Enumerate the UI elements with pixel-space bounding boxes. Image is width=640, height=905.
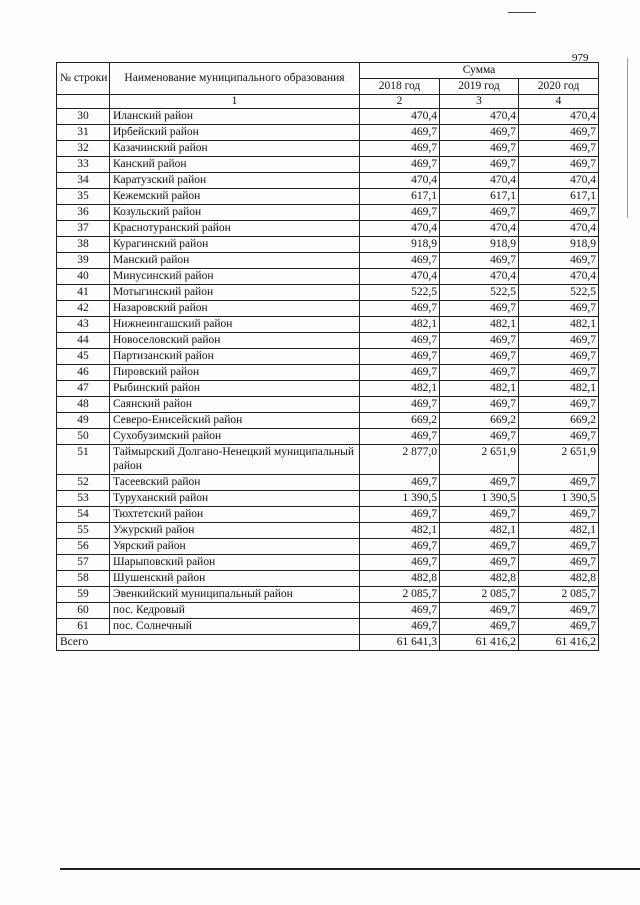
table-row	[57, 189, 599, 205]
header-year-2018: 2018 год	[360, 79, 440, 95]
value-2019: 918,9	[440, 237, 519, 253]
table-row	[57, 523, 599, 539]
row-number: 60	[57, 603, 110, 619]
column-number: 3	[440, 95, 519, 109]
value-2019: 2 651,9	[440, 445, 519, 475]
value-2020: 470,4	[519, 269, 599, 285]
value-2018: 482,1	[360, 381, 440, 397]
value-2019: 470,4	[440, 221, 519, 237]
municipality-name: Шарыповский район	[110, 555, 360, 571]
value-2020: 469,7	[519, 507, 599, 523]
value-2018: 482,1	[360, 523, 440, 539]
value-2019: 470,4	[440, 109, 519, 125]
municipality-name: пос. Солнечный	[110, 619, 360, 635]
value-2018: 470,4	[360, 109, 440, 125]
value-2020: 470,4	[519, 173, 599, 189]
municipality-name: Минусинский район	[110, 269, 360, 285]
value-2020: 482,1	[519, 381, 599, 397]
value-2020: 469,7	[519, 301, 599, 317]
row-number: 45	[57, 349, 110, 365]
table-row	[57, 253, 599, 269]
value-2018: 469,7	[360, 125, 440, 141]
value-2019: 469,7	[440, 125, 519, 141]
value-2019: 469,7	[440, 429, 519, 445]
row-number: 40	[57, 269, 110, 285]
value-2018: 469,7	[360, 619, 440, 635]
value-2019: 470,4	[440, 269, 519, 285]
table-row	[57, 125, 599, 141]
table-row	[57, 173, 599, 189]
municipality-name: Партизанский район	[110, 349, 360, 365]
row-number: 56	[57, 539, 110, 555]
table-row	[57, 445, 599, 475]
municipality-name: Рыбинский район	[110, 381, 360, 397]
value-2019: 2 085,7	[440, 587, 519, 603]
municipality-name: Козульский район	[110, 205, 360, 221]
table-body	[57, 109, 599, 635]
value-2019: 1 390,5	[440, 491, 519, 507]
value-2019: 469,7	[440, 365, 519, 381]
table-row	[57, 587, 599, 603]
row-number: 30	[57, 109, 110, 125]
value-2018: 469,7	[360, 555, 440, 571]
municipality-name: Тюхтетский район	[110, 507, 360, 523]
total-label: Всего	[57, 635, 360, 651]
value-2018: 469,7	[360, 333, 440, 349]
total-2019: 61 416,2	[440, 635, 519, 651]
value-2018: 918,9	[360, 237, 440, 253]
row-number: 38	[57, 237, 110, 253]
value-2020: 469,7	[519, 333, 599, 349]
table-row	[57, 475, 599, 491]
value-2020: 469,7	[519, 603, 599, 619]
budget-table	[56, 62, 599, 651]
value-2020: 470,4	[519, 109, 599, 125]
value-2019: 482,1	[440, 381, 519, 397]
row-number: 54	[57, 507, 110, 523]
value-2018: 469,7	[360, 397, 440, 413]
row-number: 41	[57, 285, 110, 301]
value-2020: 469,7	[519, 475, 599, 491]
table-row	[57, 397, 599, 413]
row-number: 32	[57, 141, 110, 157]
header-sum: Сумма	[360, 63, 599, 79]
value-2018: 469,7	[360, 141, 440, 157]
municipality-name: Ужурский район	[110, 523, 360, 539]
row-number: 44	[57, 333, 110, 349]
municipality-name: Ирбейский район	[110, 125, 360, 141]
value-2018: 2 877,0	[360, 445, 440, 475]
table-row	[57, 603, 599, 619]
row-number: 50	[57, 429, 110, 445]
value-2020: 469,7	[519, 429, 599, 445]
table-row	[57, 381, 599, 397]
row-number: 48	[57, 397, 110, 413]
municipality-name: Эвенкийский муниципальный район	[110, 587, 360, 603]
value-2020: 469,7	[519, 349, 599, 365]
value-2018: 469,7	[360, 365, 440, 381]
municipality-name: Кежемский район	[110, 189, 360, 205]
table-row	[57, 619, 599, 635]
value-2020: 482,1	[519, 523, 599, 539]
value-2019: 469,7	[440, 205, 519, 221]
value-2018: 469,7	[360, 301, 440, 317]
value-2019: 469,7	[440, 397, 519, 413]
column-number: 4	[519, 95, 599, 109]
value-2018: 469,7	[360, 507, 440, 523]
value-2018: 469,7	[360, 253, 440, 269]
page-edge-line	[627, 58, 628, 218]
table-row	[57, 429, 599, 445]
value-2019: 522,5	[440, 285, 519, 301]
row-number: 58	[57, 571, 110, 587]
value-2019: 482,1	[440, 317, 519, 333]
table-row	[57, 413, 599, 429]
table-row	[57, 555, 599, 571]
value-2020: 2 651,9	[519, 445, 599, 475]
value-2020: 522,5	[519, 285, 599, 301]
row-number: 46	[57, 365, 110, 381]
row-number: 37	[57, 221, 110, 237]
total-2018: 61 641,3	[360, 635, 440, 651]
value-2020: 482,1	[519, 317, 599, 333]
top-mark	[508, 12, 536, 13]
header-year-2019: 2019 год	[440, 79, 519, 95]
value-2018: 469,7	[360, 603, 440, 619]
row-number: 57	[57, 555, 110, 571]
municipality-name: Нижнеингашский район	[110, 317, 360, 333]
municipality-name: Манский район	[110, 253, 360, 269]
total-2020: 61 416,2	[519, 635, 599, 651]
value-2019: 469,7	[440, 141, 519, 157]
value-2019: 669,2	[440, 413, 519, 429]
table-row	[57, 157, 599, 173]
value-2020: 469,7	[519, 365, 599, 381]
value-2020: 469,7	[519, 141, 599, 157]
row-number: 61	[57, 619, 110, 635]
value-2019: 469,7	[440, 619, 519, 635]
municipality-name: Пировский район	[110, 365, 360, 381]
value-2020: 1 390,5	[519, 491, 599, 507]
bottom-rule	[60, 868, 640, 870]
value-2019: 470,4	[440, 173, 519, 189]
value-2020: 469,7	[519, 397, 599, 413]
row-number: 47	[57, 381, 110, 397]
table-row	[57, 365, 599, 381]
value-2018: 617,1	[360, 189, 440, 205]
row-number: 43	[57, 317, 110, 333]
value-2019: 469,7	[440, 555, 519, 571]
value-2019: 469,7	[440, 475, 519, 491]
value-2018: 669,2	[360, 413, 440, 429]
table-row	[57, 269, 599, 285]
row-number: 34	[57, 173, 110, 189]
value-2020: 469,7	[519, 157, 599, 173]
table-row	[57, 507, 599, 523]
value-2019: 469,7	[440, 603, 519, 619]
value-2019: 469,7	[440, 507, 519, 523]
row-number: 35	[57, 189, 110, 205]
value-2018: 469,7	[360, 475, 440, 491]
municipality-name: Казачинский район	[110, 141, 360, 157]
table-row	[57, 237, 599, 253]
row-number: 51	[57, 445, 110, 475]
value-2018: 469,7	[360, 539, 440, 555]
value-2018: 1 390,5	[360, 491, 440, 507]
value-2018: 469,7	[360, 205, 440, 221]
municipality-name: Каратузский район	[110, 173, 360, 189]
municipality-name: Тасеевский район	[110, 475, 360, 491]
value-2018: 469,7	[360, 429, 440, 445]
column-number: 1	[110, 95, 360, 109]
row-number: 55	[57, 523, 110, 539]
value-2018: 470,4	[360, 221, 440, 237]
value-2019: 469,7	[440, 333, 519, 349]
value-2018: 470,4	[360, 173, 440, 189]
municipality-name: Таймырский Долгано-Ненецкий муниципальный район	[110, 445, 360, 475]
municipality-name: Иланский район	[110, 109, 360, 125]
row-number: 33	[57, 157, 110, 173]
value-2020: 918,9	[519, 237, 599, 253]
value-2020: 469,7	[519, 619, 599, 635]
table-row	[57, 221, 599, 237]
municipality-name: Краснотуранский район	[110, 221, 360, 237]
row-number: 49	[57, 413, 110, 429]
municipality-name: Туруханский район	[110, 491, 360, 507]
row-number: 42	[57, 301, 110, 317]
value-2019: 482,1	[440, 523, 519, 539]
value-2020: 469,7	[519, 539, 599, 555]
value-2018: 469,7	[360, 349, 440, 365]
page-number: 979	[572, 52, 589, 64]
table-row	[57, 285, 599, 301]
value-2018: 482,8	[360, 571, 440, 587]
municipality-name: Северо-Енисейский район	[110, 413, 360, 429]
value-2018: 2 085,7	[360, 587, 440, 603]
header-year-2020: 2020 год	[519, 79, 599, 95]
table-row	[57, 205, 599, 221]
table-row	[57, 301, 599, 317]
value-2019: 617,1	[440, 189, 519, 205]
total-row	[57, 635, 599, 651]
table-row	[57, 317, 599, 333]
value-2020: 469,7	[519, 555, 599, 571]
value-2019: 482,8	[440, 571, 519, 587]
municipality-name: Мотыгинский район	[110, 285, 360, 301]
header-municipality: Наименование муниципального образования	[110, 63, 360, 95]
value-2020: 2 085,7	[519, 587, 599, 603]
municipality-name: Назаровский район	[110, 301, 360, 317]
municipality-name: пос. Кедровый	[110, 603, 360, 619]
row-number: 39	[57, 253, 110, 269]
row-number: 36	[57, 205, 110, 221]
value-2020: 469,7	[519, 205, 599, 221]
row-number: 52	[57, 475, 110, 491]
value-2018: 469,7	[360, 157, 440, 173]
value-2020: 470,4	[519, 221, 599, 237]
municipality-name: Уярский район	[110, 539, 360, 555]
municipality-name: Шушенский район	[110, 571, 360, 587]
row-number: 31	[57, 125, 110, 141]
table-row	[57, 109, 599, 125]
value-2020: 469,7	[519, 125, 599, 141]
table-row	[57, 539, 599, 555]
column-number-blank	[57, 95, 110, 109]
value-2020: 469,7	[519, 253, 599, 269]
column-number: 2	[360, 95, 440, 109]
value-2018: 522,5	[360, 285, 440, 301]
municipality-name: Новоселовский район	[110, 333, 360, 349]
value-2019: 469,7	[440, 157, 519, 173]
value-2018: 470,4	[360, 269, 440, 285]
value-2020: 669,2	[519, 413, 599, 429]
municipality-name: Саянский район	[110, 397, 360, 413]
value-2019: 469,7	[440, 349, 519, 365]
row-number: 59	[57, 587, 110, 603]
table-row	[57, 141, 599, 157]
row-number: 53	[57, 491, 110, 507]
municipality-name: Сухобузимский район	[110, 429, 360, 445]
value-2019: 469,7	[440, 253, 519, 269]
table-row	[57, 491, 599, 507]
value-2019: 469,7	[440, 539, 519, 555]
municipality-name: Канский район	[110, 157, 360, 173]
header-row-number: № строки	[57, 63, 110, 95]
table-row	[57, 333, 599, 349]
municipality-name: Курагинский район	[110, 237, 360, 253]
table-row	[57, 571, 599, 587]
value-2018: 482,1	[360, 317, 440, 333]
value-2020: 482,8	[519, 571, 599, 587]
table-row	[57, 349, 599, 365]
value-2019: 469,7	[440, 301, 519, 317]
value-2020: 617,1	[519, 189, 599, 205]
